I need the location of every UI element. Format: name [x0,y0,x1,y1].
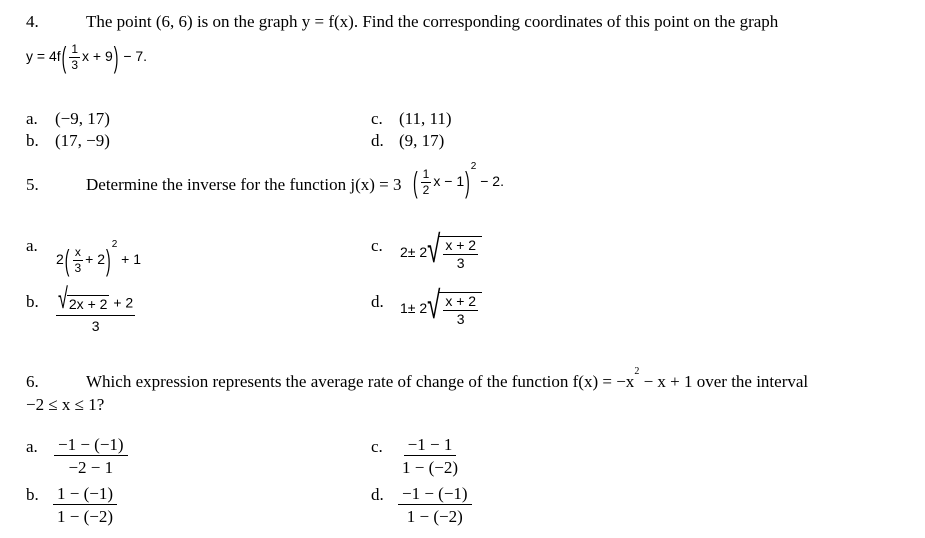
radical-icon: √ [427,284,441,328]
q4-text: The point (6, 6) is on the graph y = f(x). Find the corresponding coordinates of this point on the graph [86,12,779,31]
fraction [443,238,478,270]
q6-option-a-letter: a. [26,437,38,456]
q5-eq-tail: − 2. [480,172,504,189]
q6-text-exp: 2 [634,366,640,377]
denominator: 1 − (−2) [406,507,463,526]
q4-eq-fraction [69,43,80,71]
q6-option-c[interactable] [398,436,462,476]
q6-option-d[interactable] [398,485,472,525]
denominator: 1 − (−2) [57,507,113,526]
q6-option-b[interactable] [53,485,117,525]
q4-option-b[interactable]: (17, −9) [55,131,110,150]
fraction [72,246,83,274]
q4-option-d-letter: d. [371,131,384,150]
frac-den: 3 [456,254,465,271]
q4-option-a[interactable]: (−9, 17) [55,109,110,128]
paren-open: ( [61,40,67,74]
frac-den: 3 [456,310,465,327]
frac-num: 1 [422,167,430,181]
coef: 2 [56,250,64,267]
q5-text: Determine the inverse for the function j(x) = 3 [86,175,402,194]
numerator: −1 − (−1) [398,485,472,505]
q5-number: 5. [26,175,39,194]
prefix: 1± 2 [400,299,428,316]
frac-den: 2 [422,182,430,197]
q4-option-b-letter: b. [26,131,39,150]
q6-option-c-letter: c. [371,437,383,456]
q5-eq-fraction [421,168,432,196]
exp: 2 [111,239,118,250]
q6-option-d-letter: d. [371,485,384,504]
radical-icon: √ [427,228,441,272]
paren-close: ) [465,165,470,199]
tail: + 1 [121,250,141,267]
q4-eq-inner: x + 9 [82,47,113,64]
q4-number: 4. [26,12,39,31]
q5-option-a[interactable] [56,239,141,277]
q4-equation [26,40,148,74]
radical-icon: √ [58,282,68,315]
q4-option-c-letter: c. [371,109,383,128]
frac-num: 1 [71,42,78,56]
q5-option-a-letter: a. [26,236,38,255]
denominator: 3 [91,318,100,334]
q6-text [86,366,809,391]
q6-option-a[interactable] [54,436,128,476]
fraction [443,294,478,326]
numerator: −1 − (−1) [54,436,128,456]
q5-eq-exp: 2 [470,161,477,172]
q5-eq-inner: x − 1 [433,172,465,189]
q5-option-b-letter: b. [26,292,39,311]
numerator: −1 − 1 [404,436,457,456]
q4-option-a-letter: a. [26,109,38,128]
sqrt [58,282,109,315]
sqrt [427,228,482,272]
frac-den: 3 [71,57,78,72]
q5-option-c[interactable] [400,228,482,272]
paren-open: ( [413,165,418,199]
paren-open: ( [64,243,70,277]
sqrt [427,284,482,328]
q6-option-b-letter: b. [26,485,39,504]
denominator: −2 − 1 [68,458,114,477]
q4-eq-tail: − 7. [123,47,148,64]
frac-num: x + 2 [445,293,477,309]
q6-interval: −2 ≤ x ≤ 1? [26,395,105,414]
frac-num: x [74,245,81,259]
denominator: 1 − (−2) [402,458,458,477]
q4-option-d[interactable]: (9, 17) [399,131,445,150]
q5-option-c-letter: c. [371,236,383,255]
q5-equation [412,161,504,199]
radicand: 2x + 2 [68,296,108,312]
paren-close: ) [113,40,119,74]
frac-den: 3 [74,260,82,275]
q6-text-main: Which expression represents the average rate of change of the function f(x) = −x [86,372,635,391]
paren-close: ) [106,243,111,277]
frac-num: x + 2 [445,237,477,253]
q6-number: 6. [26,372,39,391]
plus-term: + 2 [113,294,134,311]
numerator: 1 − (−1) [53,485,117,505]
q5-option-d-letter: d. [371,292,384,311]
q5-option-b[interactable] [56,282,135,334]
q4-eq-lead: y = 4f [26,47,61,64]
prefix: 2± 2 [400,243,428,260]
q5-option-d[interactable] [400,284,482,328]
inner: + 2 [85,250,106,267]
q6-text-tail: − x + 1 over the interval [639,372,809,391]
q4-option-c[interactable]: (11, 11) [399,109,452,128]
